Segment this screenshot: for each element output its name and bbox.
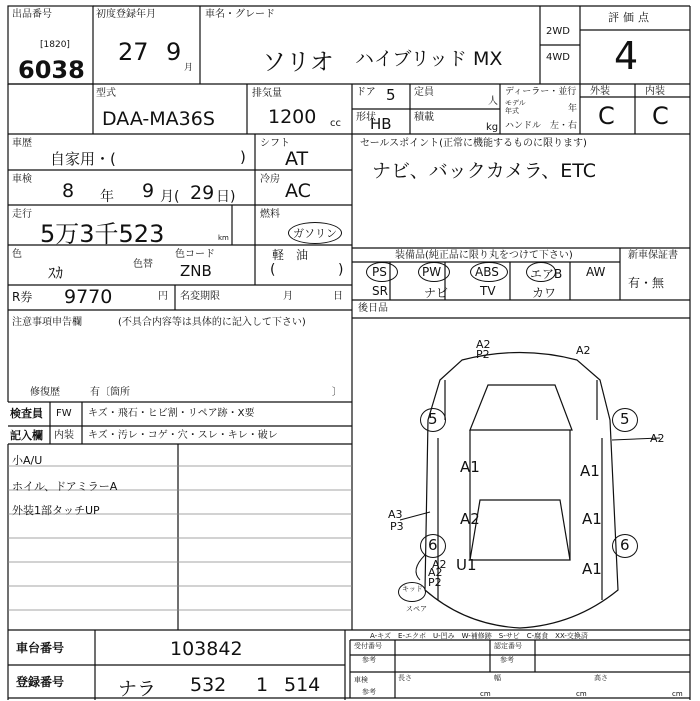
damage-mark: A2 — [576, 344, 591, 357]
model-year-label-a: モデル — [505, 99, 526, 107]
circle-mark-icon — [470, 262, 508, 282]
car-name-grade: ハイブリッド MX — [355, 48, 503, 70]
registration-kana: 1 — [256, 674, 269, 696]
fuel-paren-open: ( — [270, 262, 276, 278]
damage-mark: P2 — [476, 348, 490, 361]
doors-value: 5 — [386, 86, 396, 104]
receipt-label: 受付番号 — [354, 642, 382, 650]
receipt-ref: 参考 — [362, 656, 376, 664]
damage-mark: P3 — [390, 520, 404, 533]
repair-label: 修復歴 — [30, 387, 60, 398]
score-label: 評価点 — [608, 11, 653, 24]
drive-2wd: 2WD — [546, 26, 570, 37]
inspection-label: 車検 — [12, 174, 32, 185]
registration-number: 514 — [284, 674, 321, 696]
damage-mark: スペア — [406, 605, 427, 613]
listing-ref: 参考 — [362, 688, 376, 696]
equip-tv: TV — [480, 284, 496, 298]
interior-label: 内装 — [645, 86, 665, 97]
first-reg-month-unit: 月 — [184, 63, 194, 73]
doors-label: ドア — [356, 87, 376, 98]
equip-abs: ABS — [475, 265, 499, 279]
handle-options: 左・右 — [550, 121, 578, 131]
load-label: 積載 — [414, 112, 434, 123]
body-type-label: 形状 — [356, 112, 376, 123]
car-diagram-icon — [425, 353, 618, 629]
equip-ps: PS — [372, 265, 387, 279]
first-reg-month: 9 — [166, 38, 182, 66]
width-unit: cm — [576, 690, 587, 698]
legend: A-キズ E-エクボ U-凹み W-補修跡 S-サビ C-腐食 XX-交換済 — [370, 632, 588, 640]
lot-sub: [1820] — [40, 40, 70, 50]
score-value: 4 — [614, 34, 639, 78]
model-label: 型式 — [96, 88, 116, 99]
damage-mark: A1 — [582, 510, 602, 528]
circle-mark-icon — [418, 262, 450, 282]
sales-point-label: セールスポイント(正常に機能するものに限ります) — [360, 138, 587, 149]
history-label: 車歴 — [12, 138, 32, 149]
cert-label: 認定番号 — [494, 642, 522, 650]
listing-label: 車検 — [354, 676, 368, 684]
circled-number: 5 — [620, 410, 630, 428]
registration-label: 登録番号 — [16, 675, 65, 689]
circled-number: 6 — [428, 536, 438, 554]
damage-mark: A2 — [432, 558, 447, 571]
length-label: 長さ — [398, 674, 412, 682]
ac-label: 冷房 — [260, 174, 280, 185]
displacement-label: 排気量 — [252, 88, 282, 99]
dealer-label: ディーラー・並行 — [505, 87, 577, 97]
shift-label: シフト — [260, 138, 290, 149]
notes-sub: (不具合内容等は具体的に記入して下さい) — [118, 317, 306, 328]
displacement-unit: cc — [330, 118, 341, 129]
warranty-value: 有・無 — [628, 276, 665, 290]
shift-value: AT — [285, 148, 309, 170]
fuel-paren-close: ) — [338, 262, 344, 278]
exterior-label: 外装 — [590, 86, 610, 97]
damage-mark: A1 — [582, 560, 602, 578]
body-type-value: HB — [370, 115, 392, 133]
lot-number: 6038 — [18, 56, 85, 84]
capacity-label: 定員 — [414, 87, 434, 98]
equip-aw: AW — [586, 265, 606, 279]
recycle-label: R券 — [12, 290, 33, 304]
first-reg-year: 27 — [118, 38, 149, 66]
chassis-label: 車台番号 — [16, 641, 65, 655]
first-reg-label: 初度登録年月 — [96, 9, 156, 20]
mileage-value: 5万3千523 — [40, 220, 165, 248]
model-value: DAA-MA36S — [102, 108, 215, 130]
equip-leather: カワ — [532, 286, 557, 300]
equip-navi: ナビ — [424, 286, 449, 300]
ac-value: AC — [285, 180, 311, 202]
car-name-model: ソリオ — [262, 48, 334, 76]
color-label: 色 — [12, 249, 22, 260]
remark-2: ホイル、ドアミラーA — [12, 480, 118, 493]
fuel-label: 燃料 — [260, 209, 280, 220]
mileage-unit: km — [218, 234, 229, 242]
sales-point-value: ナビ、バックカメラ、ETC — [372, 160, 597, 182]
capacity-unit: 人 — [488, 96, 498, 107]
int-text: キズ・汚レ・コゲ・穴・スレ・キレ・破レ — [88, 430, 278, 441]
inspection-month-unit: 月( — [160, 189, 180, 205]
inspector-label-b: 記入欄 — [10, 429, 43, 442]
height-label: 高さ — [594, 674, 608, 682]
damage-mark: U1 — [456, 556, 477, 574]
repair-value: 有〔箇所 — [90, 387, 130, 398]
load-unit: kg — [486, 122, 499, 133]
cert-ref: 参考 — [500, 656, 514, 664]
circled-number: 6 — [620, 536, 630, 554]
registration-area: ナラ — [118, 678, 157, 700]
damage-mark: A3 — [388, 508, 403, 521]
mileage-label: 走行 — [12, 209, 32, 220]
recycle-value: 9770 — [64, 286, 113, 308]
chassis-value: 103842 — [170, 638, 243, 660]
fw-label: FW — [56, 408, 72, 419]
notes-label: 注意事項申告欄 — [12, 317, 82, 328]
inspection-year: 8 — [62, 180, 75, 202]
length-unit: cm — [480, 690, 491, 698]
car-name-label: 車名・グレード — [205, 9, 275, 20]
inspection-day-unit: 日) — [216, 189, 236, 205]
equip-pw: PW — [422, 265, 442, 279]
handle-label: ハンドル — [505, 121, 542, 131]
name-change-day: 日 — [333, 291, 343, 302]
circled-number: 5 — [428, 410, 438, 428]
remark-1: 小A/U — [12, 454, 43, 467]
history-close: ) — [240, 148, 246, 166]
color-code-value: ZNB — [180, 262, 212, 280]
damage-mark: A1 — [460, 458, 480, 476]
lot-label: 出品番号 — [12, 9, 52, 20]
damage-mark: A1 — [580, 462, 600, 480]
height-unit: cm — [672, 690, 683, 698]
recycle-unit: 円 — [158, 291, 168, 302]
repaint-label: 色替 — [133, 259, 153, 270]
fuel-option: 軽 油 — [272, 248, 309, 262]
color-value: ｽｶ — [48, 264, 64, 282]
damage-mark: キッド — [402, 585, 423, 593]
damage-mark: P2 — [428, 576, 442, 589]
damage-mark: A2 — [476, 338, 491, 351]
color-code-label: 色コード — [175, 249, 215, 260]
equipment-label: 装備品(純正品に限り丸をつけて下さい) — [395, 250, 573, 261]
displacement-value: 1200 — [268, 106, 317, 128]
circle-mark-icon — [398, 582, 426, 602]
name-change-month: 月 — [283, 291, 293, 302]
remark-3: 外装1部タッチUP — [12, 504, 100, 517]
aftermarket-label: 後日品 — [358, 303, 388, 314]
drive-4wd: 4WD — [546, 52, 570, 63]
damage-mark: A2 — [460, 510, 480, 528]
equip-airbag: エアB — [530, 267, 563, 281]
interior-value: C — [652, 102, 669, 130]
inspection-day: 29 — [190, 182, 215, 204]
repair-close: 〕 — [332, 387, 342, 398]
fuel-value: ガソリン — [288, 222, 342, 244]
width-label: 幅 — [494, 674, 501, 682]
model-year-label-b: 年式 — [505, 107, 519, 115]
inspection-year-unit: 年 — [100, 189, 114, 205]
circle-mark-icon — [526, 262, 556, 282]
damage-mark: A2 — [428, 566, 443, 579]
history-value: 自家用・( — [50, 150, 116, 168]
damage-mark: A2 — [650, 432, 665, 445]
inspection-month: 9 — [142, 180, 155, 202]
int-label: 内装 — [54, 430, 74, 441]
inspector-label-a: 検査員 — [10, 407, 43, 420]
model-year-unit: 年 — [568, 104, 578, 114]
name-change-label: 名変期限 — [180, 291, 220, 302]
equip-sr: SR — [372, 284, 388, 298]
circle-mark-icon — [366, 262, 398, 282]
fw-text: キズ・飛石・ヒビ割・リペア跡・X要 — [88, 408, 255, 419]
exterior-value: C — [598, 102, 615, 130]
warranty-label: 新車保証書 — [628, 250, 678, 261]
registration-class: 532 — [190, 674, 227, 696]
